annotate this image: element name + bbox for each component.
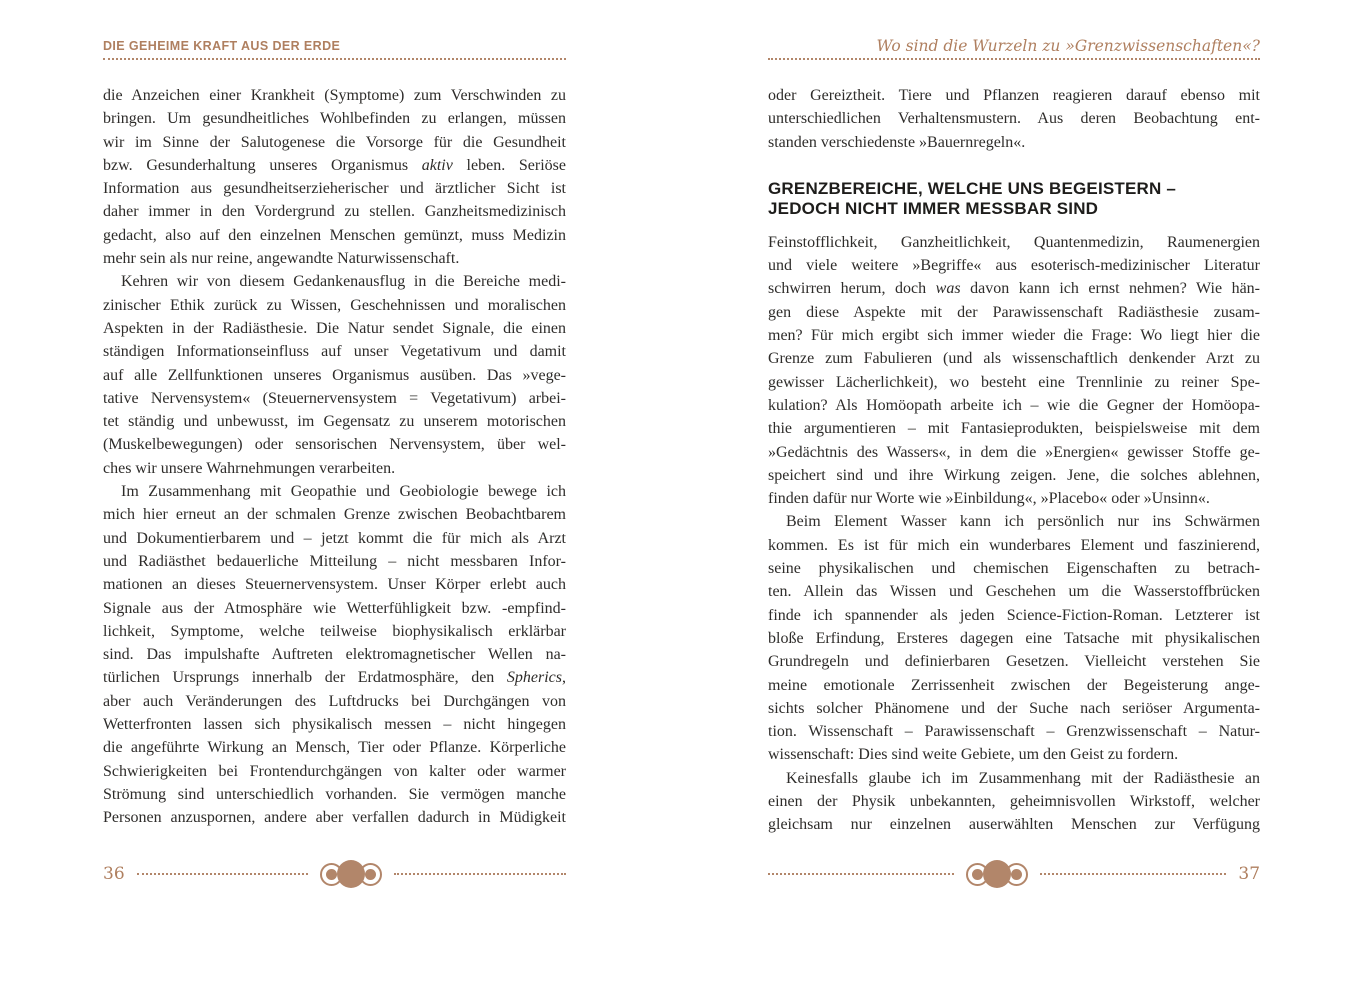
- text-line: Wetterfronten lassen sich physikalisch messen – nicht hingegen: [103, 716, 566, 734]
- text-line: Beim Element Wasser kann ich persönlich nur ins Schwärmen: [786, 513, 1260, 531]
- left-running-head-row: [103, 36, 566, 60]
- text-line: schwirren herum, doch was davon kann ich ernst nehmen? Wie hän-: [768, 280, 1261, 298]
- section-heading-line: GRENZBEREICHE, WELCHE UNS BEGEISTERN –: [768, 178, 1177, 198]
- text-line: Aspekten in der Radiästhesie. Die Natur sendet Signale, die einen: [103, 319, 566, 337]
- text-line: und Radiästhet bedauerliche Mitteilung – nicht messbaren Infor-: [103, 552, 566, 570]
- text-line: die angeführte Wirkung an Mensch, Tier oder Pflanze. Körperliche: [103, 739, 566, 757]
- text-line: Strömung sind unterschiedlich vorhanden. Sie vermögen manche: [103, 785, 566, 803]
- footer-rule: [1040, 873, 1226, 875]
- text-line: tative Nervensystem« (Steuernervensystem = Vegetativum) arbei-: [103, 389, 566, 407]
- footer-rule: [137, 873, 309, 875]
- text-line: thie argumentieren – mit Fantasieprodukten, beispielsweise mit dem: [768, 420, 1260, 438]
- paragraph: [768, 231, 1260, 511]
- text-line: ches wir unsere Wahrnehmungen verarbeiten.: [103, 459, 396, 477]
- text-line: Grenze zum Fabulieren (und als wissenschaftlich denkender Arzt zu: [768, 350, 1260, 368]
- text-line: und viele weitere »Begriffe« aus esoterisch-medizinischer Literatur: [768, 257, 1260, 275]
- text-line: sind. Das impulshafte Auftreten elektromagnetischer Wellen na-: [103, 646, 566, 664]
- text-line: die Anzeichen einer Krankheit (Symptome) zum Verschwinden zu: [103, 87, 566, 104]
- text-line: gen diese Aspekte mit der Parawissenschaft Radiästhesie zusam-: [768, 303, 1260, 321]
- text-line: sichts solcher Phänomene und der Suche nach seriöser Argumenta-: [768, 699, 1260, 717]
- text-line: finde ich spannender als jeden Science-Fiction-Roman. Letzterer ist: [768, 606, 1260, 624]
- ornament-center-circle-icon: [337, 860, 365, 888]
- text-line: Grundregeln und definierbaren Gesetzen. Vielleicht verstehen Sie: [768, 653, 1260, 671]
- text-line: ten. Allein das Wissen und Geschehen um die Wasserstoffbrücken: [768, 583, 1260, 601]
- text-line: oder Gereiztheit. Tiere und Pflanzen reagieren darauf ebenso mit: [768, 87, 1260, 104]
- text-line: kulation? Als Homöopath arbeite ich – wie die Gegner der Homöopa-: [768, 396, 1260, 414]
- page-number-left: 36: [103, 863, 125, 884]
- text-line: Personen anzuspornen, andere aber verfallen dadurch in Müdigkeit: [103, 809, 566, 827]
- left-footer: [103, 856, 566, 892]
- text-line: mich hier erneut an der schmalen Grenze zwischen Beobachtbarem: [103, 506, 566, 524]
- text-line: tet ständig und unbewusst, im Gegensatz zu unserem motorischen: [103, 413, 566, 431]
- text-line: bzw. Gesunderhaltung unseres Organismus aktiv leben. Seriöse: [103, 156, 566, 174]
- ornament-dot-icon: [1011, 869, 1022, 880]
- text-line: bloße Erfindung, Ersteres dagegen eine Tatsache mit physikalischen: [768, 629, 1260, 647]
- ornament-dot-icon: [972, 869, 983, 880]
- text-line: kommen. Es ist für mich ein wunderbares Element und faszinierend,: [768, 536, 1260, 554]
- text-line: und Dokumentierbarem und – jetzt kommt die für mich als Arzt: [103, 529, 566, 547]
- text-line: seine physikalischen und chemischen Eigenschaften zu betrach-: [768, 560, 1260, 578]
- text-line: Information aus gesundheitserzieherischer und ärztlicher Sicht ist: [103, 180, 566, 198]
- text-line: bringen. Um gesundheitliches Wohlbefinden zu erlangen, müssen: [103, 110, 566, 128]
- text-line: Im Zusammenhang mit Geopathie und Geobiologie bewege ich: [121, 483, 566, 501]
- ornament-center-circle-icon: [983, 860, 1011, 888]
- text-line: (Muskelbewegungen) oder sensorischen Nervensystem, über wel-: [103, 436, 566, 454]
- paragraph: [103, 480, 566, 829]
- paragraph: [103, 84, 566, 270]
- text-line: tion. Wissenschaft – Parawissenschaft – Grenzwissenschaft – Natur-: [768, 723, 1260, 741]
- page-number-right: 37: [1238, 863, 1261, 884]
- ornament-dot-icon: [365, 869, 376, 880]
- text-line: standen verschiedenste »Bauernregeln«.: [768, 133, 1026, 151]
- right-running-head-row: [768, 36, 1260, 60]
- right-page-body: [768, 84, 1260, 837]
- text-line: lichkeit, Symptome, welche teilweise biophysikalisch erklärbar: [103, 622, 566, 640]
- text-line: gleichsam nur einzelnen auserwählten Menschen zur Verfügung: [768, 816, 1260, 834]
- three-circles-ornament-icon: [966, 860, 1028, 888]
- right-footer: [768, 856, 1260, 892]
- text-line: auf alle Zellfunktionen unseres Organismus ausüben. Das »vege-: [103, 366, 566, 384]
- text-line: gewisser Lächerlichkeit), wo besteht eine Trennlinie zu reiner Spe-: [768, 373, 1260, 391]
- text-line: »Gedächtnis des Wassers«, in dem die »Energien« gewisser Stoffe ge-: [768, 443, 1260, 461]
- footer-rule: [394, 873, 566, 875]
- text-line: finden dafür nur Worte wie »Einbildung«, »Placebo« oder »Unsinn«.: [768, 490, 1210, 508]
- text-line: wir im Sinne der Salutogenese die Vorsorge für die Gesundheit: [103, 133, 566, 151]
- footer-rule: [768, 873, 954, 875]
- right-running-head: Wo sind die Wurzeln zu »Grenzwissenschaften«?: [876, 37, 1260, 55]
- text-line: men? Für mich ergibt sich immer wieder die Frage: Wo liegt hier die: [768, 327, 1260, 345]
- text-line: mehr sein als nur reine, angewandte Naturwissenschaft.: [103, 250, 460, 268]
- text-line: mationen an dieses Steuernervensystem. Unser Körper erlebt auch: [103, 576, 566, 594]
- text-line: Signale aus der Atmosphäre wie Wetterfühligkeit bzw. -empfind-: [103, 599, 566, 617]
- text-line: aber auch Veränderungen des Luftdrucks bei Durchgängen von: [103, 692, 566, 710]
- paragraph: [768, 767, 1260, 837]
- text-line: einen der Physik unbekannten, geheimnisvollen Wirkstoff, welcher: [768, 793, 1260, 811]
- text-line: Feinstofflichkeit, Ganzheitlichkeit, Quantenmedizin, Raumenergien: [768, 233, 1260, 251]
- paragraph: [768, 84, 1260, 154]
- text-line: wissenschaft: Dies sind weite Gebiete, um den Geist zu fordern.: [768, 746, 1179, 764]
- text-line: türlichen Ursprungs innerhalb der Erdatmosphäre, den Spherics,: [103, 669, 566, 687]
- text-line: unterschiedlichen Verhaltensmustern. Aus deren Beobachtung ent-: [768, 110, 1260, 128]
- ornament-dot-icon: [326, 869, 337, 880]
- three-circles-ornament-icon: [320, 860, 382, 888]
- text-line: meine emotionale Zerrissenheit zwischen der Begeisterung ange-: [768, 676, 1260, 694]
- text-line: gedacht, also auf den einzelnen Menschen gemünzt, muss Medizin: [103, 226, 566, 244]
- text-line: Schwierigkeiten bei Frontendurchgängen von kalter oder warmer: [103, 762, 566, 780]
- left-running-head: DIE GEHEIME KRAFT AUS DER ERDE: [103, 39, 341, 53]
- paragraph: [768, 510, 1260, 766]
- text-line: zinischer Ethik zurück zu Wissen, Geschehnissen und moralischen: [103, 296, 566, 314]
- section-heading-line: JEDOCH NICHT IMMER MESSBAR SIND: [768, 199, 1099, 219]
- paragraph: [103, 270, 566, 480]
- text-line: Kehren wir von diesem Gedankenausflug in die Bereiche medi-: [121, 273, 566, 291]
- left-page-body: [103, 84, 566, 830]
- section-heading: [768, 179, 1260, 220]
- text-line: Keinesfalls glaube ich im Zusammenhang mit der Radiästhesie an: [786, 769, 1260, 787]
- text-line: daher immer in den Vordergrund zu stellen. Ganzheitsmedizinisch: [103, 203, 566, 221]
- text-line: speichert sind und ihre Wirkung zeigen. Jene, die solches ablehnen,: [768, 466, 1260, 484]
- text-line: ständigen Informationseinfluss auf unser Vegetativum und damit: [103, 343, 566, 361]
